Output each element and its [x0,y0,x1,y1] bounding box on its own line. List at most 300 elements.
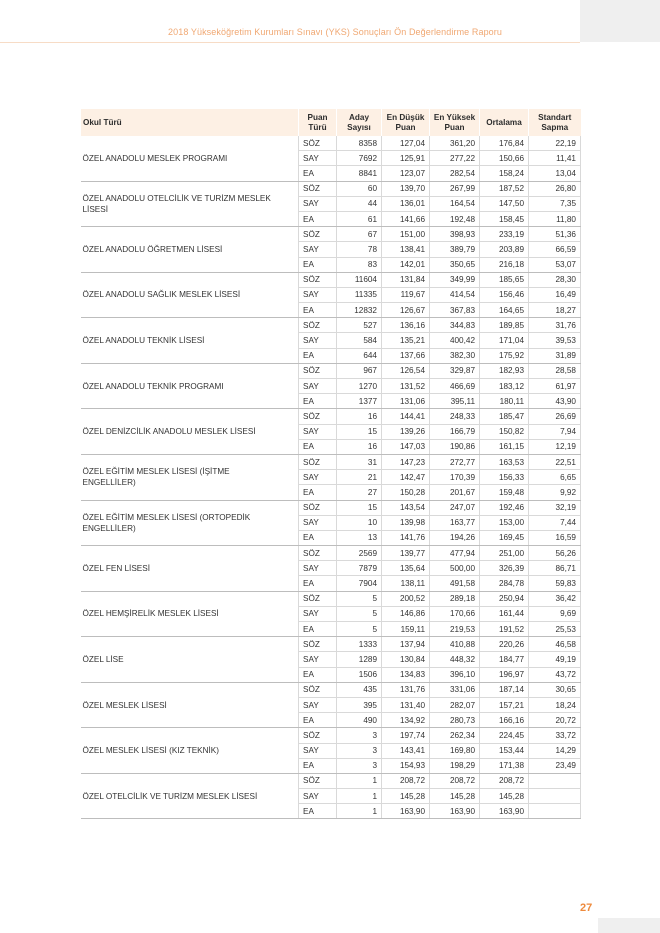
score-type-cell: SAY [299,379,337,394]
school-type-cell: ÖZEL MESLEK LİSESİ (KIZ TEKNİK) [81,728,299,774]
standard-deviation-cell: 23,49 [529,758,581,773]
average-cell: 150,82 [480,424,529,439]
lowest-score-cell: 134,83 [382,667,430,682]
candidate-count-cell: 16 [337,439,382,454]
average-cell: 326,39 [480,561,529,576]
score-type-cell: SÖZ [299,181,337,196]
school-type-cell: ÖZEL OTELCİLİK VE TURİZM MESLEK LİSESİ [81,773,299,819]
standard-deviation-cell: 25,53 [529,622,581,637]
highest-score-cell: 410,88 [430,637,480,652]
lowest-score-cell: 208,72 [382,773,430,788]
lowest-score-cell: 131,84 [382,272,430,287]
highest-score-cell: 466,69 [430,379,480,394]
candidate-count-cell: 67 [337,227,382,242]
score-type-cell: EA [299,804,337,819]
column-header-candidate-count: Aday Sayısı [337,109,382,136]
average-cell: 182,93 [480,363,529,378]
lowest-score-cell: 163,90 [382,804,430,819]
average-cell: 185,47 [480,409,529,424]
standard-deviation-cell: 18,24 [529,697,581,712]
column-header-highest-score: En Yüksek Puan [430,109,480,136]
standard-deviation-cell: 7,44 [529,515,581,530]
lowest-score-cell: 139,70 [382,181,430,196]
score-type-cell: SÖZ [299,773,337,788]
lowest-score-cell: 154,93 [382,758,430,773]
candidate-count-cell: 10 [337,515,382,530]
score-type-cell: SÖZ [299,728,337,743]
lowest-score-cell: 139,98 [382,515,430,530]
standard-deviation-cell: 28,58 [529,363,581,378]
candidate-count-cell: 5 [337,591,382,606]
lowest-score-cell: 127,04 [382,136,430,151]
table-header-row [81,109,581,136]
standard-deviation-cell: 11,41 [529,151,581,166]
column-header-school-type: Okul Türü [81,109,299,136]
lowest-score-cell: 200,52 [382,591,430,606]
average-cell: 156,46 [480,287,529,302]
lowest-score-cell: 131,40 [382,697,430,712]
average-cell: 203,89 [480,242,529,257]
highest-score-cell: 145,28 [430,789,480,804]
average-cell: 196,97 [480,667,529,682]
score-type-cell: SAY [299,561,337,576]
lowest-score-cell: 131,06 [382,394,430,409]
lowest-score-cell: 131,76 [382,682,430,697]
score-type-cell: SAY [299,196,337,211]
lowest-score-cell: 123,07 [382,166,430,181]
lowest-score-cell: 131,52 [382,379,430,394]
standard-deviation-cell: 26,69 [529,409,581,424]
average-cell: 183,12 [480,379,529,394]
candidate-count-cell: 15 [337,500,382,515]
standard-deviation-cell: 18,27 [529,303,581,318]
candidate-count-cell: 435 [337,682,382,697]
school-type-cell: ÖZEL DENİZCİLİK ANADOLU MESLEK LİSESİ [81,409,299,455]
candidate-count-cell: 584 [337,333,382,348]
highest-score-cell: 289,18 [430,591,480,606]
table-row [81,546,581,561]
candidate-count-cell: 7879 [337,561,382,576]
highest-score-cell: 477,94 [430,546,480,561]
score-type-cell: EA [299,713,337,728]
candidate-count-cell: 1333 [337,637,382,652]
score-type-cell: SAY [299,515,337,530]
standard-deviation-cell: 56,26 [529,546,581,561]
candidate-count-cell: 644 [337,348,382,363]
standard-deviation-cell: 7,94 [529,424,581,439]
standard-deviation-cell: 9,92 [529,485,581,500]
candidate-count-cell: 12832 [337,303,382,318]
score-type-cell: SAY [299,287,337,302]
score-type-cell: SAY [299,652,337,667]
lowest-score-cell: 142,47 [382,470,430,485]
score-type-cell: EA [299,758,337,773]
table-row [81,637,581,652]
candidate-count-cell: 44 [337,196,382,211]
highest-score-cell: 500,00 [430,561,480,576]
average-cell: 157,21 [480,697,529,712]
average-cell: 192,46 [480,500,529,515]
lowest-score-cell: 138,11 [382,576,430,591]
school-type-cell: ÖZEL ANADOLU ÖĞRETMEN LİSESİ [81,227,299,273]
highest-score-cell: 367,83 [430,303,480,318]
standard-deviation-cell: 86,71 [529,561,581,576]
average-cell: 161,44 [480,606,529,621]
standard-deviation-cell: 49,19 [529,652,581,667]
candidate-count-cell: 1289 [337,652,382,667]
standard-deviation-cell: 12,19 [529,439,581,454]
highest-score-cell: 396,10 [430,667,480,682]
score-type-cell: EA [299,211,337,226]
score-type-cell: SÖZ [299,318,337,333]
highest-score-cell: 344,83 [430,318,480,333]
standard-deviation-cell: 43,90 [529,394,581,409]
score-type-cell: SAY [299,470,337,485]
school-type-cell: ÖZEL HEMŞİRELİK MESLEK LİSESİ [81,591,299,637]
highest-score-cell: 262,34 [430,728,480,743]
score-type-cell: EA [299,622,337,637]
score-type-cell: SÖZ [299,591,337,606]
candidate-count-cell: 61 [337,211,382,226]
table-row [81,318,581,333]
candidate-count-cell: 527 [337,318,382,333]
lowest-score-cell: 126,54 [382,363,430,378]
table-row [81,272,581,287]
average-cell: 185,65 [480,272,529,287]
standard-deviation-cell: 13,04 [529,166,581,181]
lowest-score-cell: 147,23 [382,454,430,469]
highest-score-cell: 277,22 [430,151,480,166]
score-type-cell: EA [299,576,337,591]
lowest-score-cell: 141,66 [382,211,430,226]
candidate-count-cell: 11335 [337,287,382,302]
average-cell: 147,50 [480,196,529,211]
school-type-cell: ÖZEL EĞİTİM MESLEK LİSESİ (İŞİTME ENGELLİLER) [81,454,299,500]
highest-score-cell: 389,79 [430,242,480,257]
average-cell: 187,52 [480,181,529,196]
score-type-cell: SÖZ [299,637,337,652]
candidate-count-cell: 78 [337,242,382,257]
column-header-average: Ortalama [480,109,529,136]
highest-score-cell: 219,53 [430,622,480,637]
standard-deviation-cell: 22,19 [529,136,581,151]
standard-deviation-cell: 31,89 [529,348,581,363]
score-type-cell: SAY [299,424,337,439]
highest-score-cell: 282,07 [430,697,480,712]
table-row [81,454,581,469]
candidate-count-cell: 2569 [337,546,382,561]
standard-deviation-cell: 9,69 [529,606,581,621]
candidate-count-cell: 5 [337,606,382,621]
average-cell: 150,66 [480,151,529,166]
table-row [81,136,581,151]
average-cell: 171,38 [480,758,529,773]
average-cell: 191,52 [480,622,529,637]
highest-score-cell: 400,42 [430,333,480,348]
average-cell: 208,72 [480,773,529,788]
standard-deviation-cell: 30,65 [529,682,581,697]
lowest-score-cell: 197,74 [382,728,430,743]
lowest-score-cell: 135,64 [382,561,430,576]
candidate-count-cell: 490 [337,713,382,728]
standard-deviation-cell: 46,58 [529,637,581,652]
score-type-cell: SÖZ [299,454,337,469]
score-type-cell: SÖZ [299,363,337,378]
standard-deviation-cell [529,773,581,788]
highest-score-cell: 280,73 [430,713,480,728]
average-cell: 251,00 [480,546,529,561]
lowest-score-cell: 145,28 [382,789,430,804]
table-row [81,181,581,196]
candidate-count-cell: 27 [337,485,382,500]
average-cell: 284,78 [480,576,529,591]
report-title: 2018 Yükseköğretim Kurumları Sınavı (YKS) Sonuçları Ön Değerlendirme Raporu [168,27,502,37]
average-cell: 164,65 [480,303,529,318]
highest-score-cell: 166,79 [430,424,480,439]
lowest-score-cell: 130,84 [382,652,430,667]
average-cell: 158,45 [480,211,529,226]
school-type-cell: ÖZEL LİSE [81,637,299,683]
candidate-count-cell: 15 [337,424,382,439]
candidate-count-cell: 83 [337,257,382,272]
school-type-score-table [80,109,581,819]
lowest-score-cell: 138,41 [382,242,430,257]
average-cell: 184,77 [480,652,529,667]
score-type-cell: SÖZ [299,227,337,242]
score-type-cell: EA [299,257,337,272]
score-type-cell: SAY [299,242,337,257]
lowest-score-cell: 119,67 [382,287,430,302]
highest-score-cell: 248,33 [430,409,480,424]
lowest-score-cell: 139,77 [382,546,430,561]
lowest-score-cell: 137,94 [382,637,430,652]
standard-deviation-cell: 53,07 [529,257,581,272]
lowest-score-cell: 141,76 [382,530,430,545]
candidate-count-cell: 7692 [337,151,382,166]
lowest-score-cell: 142,01 [382,257,430,272]
highest-score-cell: 349,99 [430,272,480,287]
candidate-count-cell: 31 [337,454,382,469]
standard-deviation-cell: 20,72 [529,713,581,728]
lowest-score-cell: 151,00 [382,227,430,242]
average-cell: 180,11 [480,394,529,409]
highest-score-cell: 201,67 [430,485,480,500]
candidate-count-cell: 395 [337,697,382,712]
average-cell: 153,44 [480,743,529,758]
candidate-count-cell: 3 [337,728,382,743]
lowest-score-cell: 125,91 [382,151,430,166]
lowest-score-cell: 136,16 [382,318,430,333]
school-type-cell: ÖZEL ANADOLU SAĞLIK MESLEK LİSESİ [81,272,299,318]
table-row [81,728,581,743]
score-type-cell: SÖZ [299,409,337,424]
candidate-count-cell: 13 [337,530,382,545]
highest-score-cell: 414,54 [430,287,480,302]
highest-score-cell: 350,65 [430,257,480,272]
average-cell: 233,19 [480,227,529,242]
table-row [81,500,581,515]
standard-deviation-cell: 16,59 [529,530,581,545]
average-cell: 250,94 [480,591,529,606]
standard-deviation-cell: 43,72 [529,667,581,682]
highest-score-cell: 398,93 [430,227,480,242]
candidate-count-cell: 8358 [337,136,382,151]
standard-deviation-cell: 61,97 [529,379,581,394]
standard-deviation-cell: 36,42 [529,591,581,606]
header-corner-block [580,0,660,42]
score-type-cell: SÖZ [299,136,337,151]
score-type-cell: SÖZ [299,272,337,287]
highest-score-cell: 192,48 [430,211,480,226]
candidate-count-cell: 11604 [337,272,382,287]
table-row [81,591,581,606]
score-type-cell: EA [299,348,337,363]
highest-score-cell: 272,77 [430,454,480,469]
lowest-score-cell: 134,92 [382,713,430,728]
table-row [81,363,581,378]
lowest-score-cell: 150,28 [382,485,430,500]
average-cell: 187,14 [480,682,529,697]
standard-deviation-cell: 33,72 [529,728,581,743]
column-header-lowest-score: En Düşük Puan [382,109,430,136]
score-type-cell: EA [299,530,337,545]
highest-score-cell: 267,99 [430,181,480,196]
column-header-score-type: Puan Türü [299,109,337,136]
lowest-score-cell: 126,67 [382,303,430,318]
candidate-count-cell: 1377 [337,394,382,409]
average-cell: 169,45 [480,530,529,545]
highest-score-cell: 170,39 [430,470,480,485]
score-type-cell: SAY [299,789,337,804]
average-cell: 159,48 [480,485,529,500]
standard-deviation-cell: 22,51 [529,454,581,469]
lowest-score-cell: 135,21 [382,333,430,348]
standard-deviation-cell [529,804,581,819]
candidate-count-cell: 16 [337,409,382,424]
lowest-score-cell: 159,11 [382,622,430,637]
candidate-count-cell: 8841 [337,166,382,181]
highest-score-cell: 395,11 [430,394,480,409]
column-header-standard-deviation: Standart Sapma [529,109,581,136]
standard-deviation-cell: 14,29 [529,743,581,758]
average-cell: 175,92 [480,348,529,363]
average-cell: 163,90 [480,804,529,819]
school-type-cell: ÖZEL ANADOLU TEKNİK PROGRAMI [81,363,299,409]
standard-deviation-cell: 39,53 [529,333,581,348]
footer-corner-block [598,918,660,933]
lowest-score-cell: 136,01 [382,196,430,211]
standard-deviation-cell: 6,65 [529,470,581,485]
highest-score-cell: 190,86 [430,439,480,454]
school-type-cell: ÖZEL MESLEK LİSESİ [81,682,299,728]
standard-deviation-cell: 32,19 [529,500,581,515]
standard-deviation-cell: 66,59 [529,242,581,257]
highest-score-cell: 198,29 [430,758,480,773]
lowest-score-cell: 137,66 [382,348,430,363]
score-type-cell: SAY [299,743,337,758]
table-row [81,409,581,424]
average-cell: 189,85 [480,318,529,333]
lowest-score-cell: 146,86 [382,606,430,621]
candidate-count-cell: 60 [337,181,382,196]
lowest-score-cell: 143,41 [382,743,430,758]
standard-deviation-cell: 26,80 [529,181,581,196]
highest-score-cell: 331,06 [430,682,480,697]
table-row [81,773,581,788]
average-cell: 145,28 [480,789,529,804]
average-cell: 156,33 [480,470,529,485]
lowest-score-cell: 139,26 [382,424,430,439]
score-type-cell: SAY [299,333,337,348]
highest-score-cell: 163,90 [430,804,480,819]
highest-score-cell: 382,30 [430,348,480,363]
highest-score-cell: 170,66 [430,606,480,621]
score-type-cell: EA [299,394,337,409]
candidate-count-cell: 1 [337,773,382,788]
school-type-cell: ÖZEL ANADOLU TEKNİK LİSESİ [81,318,299,364]
school-type-cell: ÖZEL ANADOLU OTELCİLİK VE TURİZM MESLEK LİSESİ [81,181,299,227]
standard-deviation-cell [529,789,581,804]
standard-deviation-cell: 11,80 [529,211,581,226]
candidate-count-cell: 3 [337,758,382,773]
standard-deviation-cell: 7,35 [529,196,581,211]
page-number: 27 [580,902,593,914]
highest-score-cell: 491,58 [430,576,480,591]
candidate-count-cell: 21 [337,470,382,485]
school-type-cell: ÖZEL EĞİTİM MESLEK LİSESİ (ORTOPEDİK ENGELLİLER) [81,500,299,546]
score-type-cell: SAY [299,151,337,166]
score-type-cell: EA [299,439,337,454]
candidate-count-cell: 5 [337,622,382,637]
score-type-cell: SAY [299,697,337,712]
candidate-count-cell: 1270 [337,379,382,394]
standard-deviation-cell: 59,83 [529,576,581,591]
candidate-count-cell: 1 [337,804,382,819]
highest-score-cell: 282,54 [430,166,480,181]
highest-score-cell: 208,72 [430,773,480,788]
average-cell: 158,24 [480,166,529,181]
average-cell: 163,53 [480,454,529,469]
lowest-score-cell: 144,41 [382,409,430,424]
score-type-cell: SÖZ [299,682,337,697]
score-type-cell: EA [299,166,337,181]
average-cell: 220,26 [480,637,529,652]
standard-deviation-cell: 28,30 [529,272,581,287]
average-cell: 153,00 [480,515,529,530]
average-cell: 161,15 [480,439,529,454]
candidate-count-cell: 1506 [337,667,382,682]
average-cell: 224,45 [480,728,529,743]
score-type-cell: SAY [299,606,337,621]
standard-deviation-cell: 16,49 [529,287,581,302]
highest-score-cell: 247,07 [430,500,480,515]
school-type-cell: ÖZEL FEN LİSESİ [81,546,299,592]
average-cell: 166,16 [480,713,529,728]
score-type-cell: SÖZ [299,500,337,515]
lowest-score-cell: 143,54 [382,500,430,515]
candidate-count-cell: 7904 [337,576,382,591]
average-cell: 176,84 [480,136,529,151]
standard-deviation-cell: 31,76 [529,318,581,333]
highest-score-cell: 164,54 [430,196,480,211]
highest-score-cell: 329,87 [430,363,480,378]
table-row [81,682,581,697]
lowest-score-cell: 147,03 [382,439,430,454]
score-type-cell: EA [299,667,337,682]
page-header [0,0,580,43]
average-cell: 171,04 [480,333,529,348]
score-type-cell: SÖZ [299,546,337,561]
